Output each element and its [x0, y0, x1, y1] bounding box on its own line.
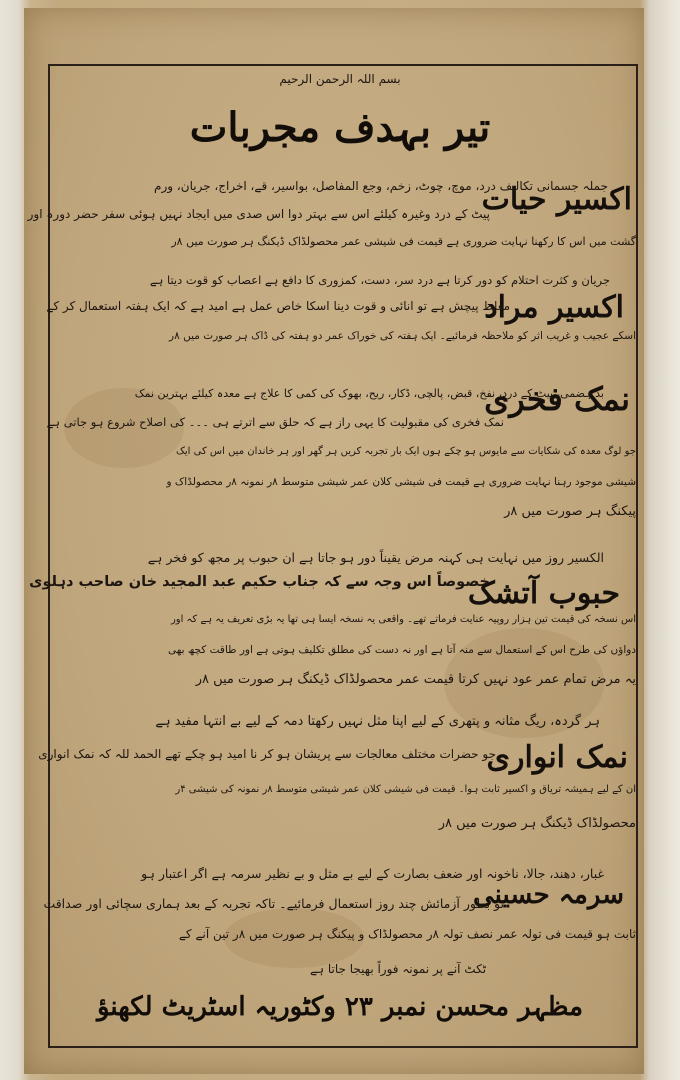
section-line: اسکے عجیب و غریب اثر کو ملاحظہ فرمائیے۔ ایک ہفتہ کی خوراک عمر دو ہفتہ کی ڈاک ہر صورت میں ۸ر	[169, 330, 636, 342]
section-heading-haboob-aatishak: حبوب آتشک	[467, 576, 620, 611]
section-line: دواؤں کی طرح اس کے استعمال سے منہ آتا ہے اور نہ دست کی مطلق تکلیف ہوتی ہے اور طاقت کچھ بھی	[168, 644, 636, 656]
section-line: ان کے لیے ہمیشہ تریاق و اکسیر ثابت ہوا۔ قیمت فی شیشی کلان عمر شیشی متوسط ۸ر نمونہ کی شیشی ۴ر	[175, 784, 636, 795]
section-line: ثابت ہو قیمت فی تولہ عمر نصف تولہ ۸ر محصولڈاک و پیکنگ ہر صورت میں ۸ر تین آنے کے	[178, 927, 636, 941]
section-line: ہر گردہ، ریگ مثانہ و پتھری کے لیے اپنا مثل نہیں رکھتا دمہ کے لیے بے انتہا مفید ہے	[155, 714, 600, 729]
section-line: شیشی موجود رہنا نہایت ضروری ہے قیمت فی شیشی کلان عمر شیشی متوسط ۸ر نمونہ ۸ر محصولڈاک و	[166, 476, 636, 488]
section-line: جملہ جسمانی تکالیف درد، موچ، چوٹ، زخم، وجع المفاصل، بواسیر، قے، اخراج، جریان، ورم	[154, 179, 608, 193]
section-line: تو بطور آزمائش چند روز استعمال فرمائیے۔ تاکہ تجربہ کے بعد ہماری سچائی اور صداقت	[43, 896, 504, 911]
section-line: پیکنگ ہر صورت میں ۸ر	[504, 504, 636, 519]
section-line: غبار، دھند، جالا، ناخونہ اور ضعف بصارت کے لیے بے مثل و بے نظیر سرمہ ہے اگر اعتبار ہو	[141, 866, 604, 881]
section-line: یہ مرض تمام عمر عود نہیں کرتا قیمت عمر محصولڈاک ڈیکنگ ہر صورت میں ۸ر	[195, 672, 636, 687]
section-line: محصولڈاک ڈیکنگ ہر صورت میں ۸ر	[438, 816, 636, 831]
section-line: گشت میں اس کا رکھنا نہایت ضروری ہے قیمت فی شیشی عمر محصولڈاک ڈیکنگ ہر صورت میں ۸ر	[171, 235, 636, 248]
section-heading-akseer-murad: اکسیر مراد	[484, 290, 624, 325]
bismillah: بسم اللہ الرحمن الرحیم	[279, 72, 401, 86]
section-heading-namak-fakhri: نمک فخری	[484, 380, 630, 418]
section-line: جو حضرات مختلف معالجات سے پریشان ہو کر نا امید ہو چکے تھے الحمد للہ کہ نمک انواری	[38, 747, 496, 761]
section-line: جریان و کثرت احتلام کو دور کرتا ہے درد سر، دست، کمزوری کا دافع ہے اعصاب کو قوت دیتا ہے	[149, 273, 610, 287]
section-heading-surma-husaini: سرمہ حسینی	[473, 880, 624, 910]
section-line: مغلظ پیچش ہے تو انائی و قوت دینا اسکا خاص عمل ہے امید ہے کہ ایک ہفتہ استعمال کر کے	[46, 299, 510, 313]
section-line: پیٹ کے درد وغیرہ کیلئے اس سے بہتر دوا اس صدی میں ایجاد نہیں ہوئی سفر حضر دورہ اور	[27, 207, 490, 221]
section-line: خصوصاً اس وجہ سے کہ جناب حکیم عبد المجید خان صاحب دہلوی	[29, 574, 490, 590]
publisher-address: مظہر محسن نمبر ۲۳ وکٹوریہ اسٹریٹ لکھنؤ	[97, 992, 583, 1022]
section-line: بد ہضمی، پیٹ کے درد، نفخ، قبض، پالچی، ڈکار، ریح، بھوک کی کمی کا علاج ہے معدہ کیلئے بہترین نمک	[134, 387, 604, 400]
page-title: تیر بہدف مجربات	[189, 104, 491, 151]
section-line: الکسیر روز میں نہایت ہی کہنہ مرض یقیناً دور ہو جاتا ہے ان حبوب پر مجھ کو فخر ہے	[147, 550, 604, 565]
section-line: نمک فخری کی مقبولیت کا یہی راز ہے کہ حلق سے اترتے ہی ۔۔۔ کی اصلاح شروع ہو جاتی ہے	[46, 415, 504, 429]
section-line: اس نسخہ کی قیمت تین ہزار روپیہ عنایت فرماتے تھے۔ واقعی یہ نسخہ ایسا ہی تھا یہ بڑی تعریف یہ ہے کہ اور	[170, 614, 636, 625]
section-heading-namak-anwari: نمک انواری	[486, 740, 628, 775]
section-heading-akseer-hayat: اکسیر حیات	[481, 182, 632, 217]
section-line: جو لوگ معدہ کی شکایات سے مایوس ہو چکے ہوں ایک بار تجربہ کریں ہر گھر اور ہر خاندان میں اس کی ایک	[175, 446, 636, 457]
section-line: ٹکٹ آنے پر نمونہ فوراً بھیجا جاتا ہے	[310, 962, 487, 976]
